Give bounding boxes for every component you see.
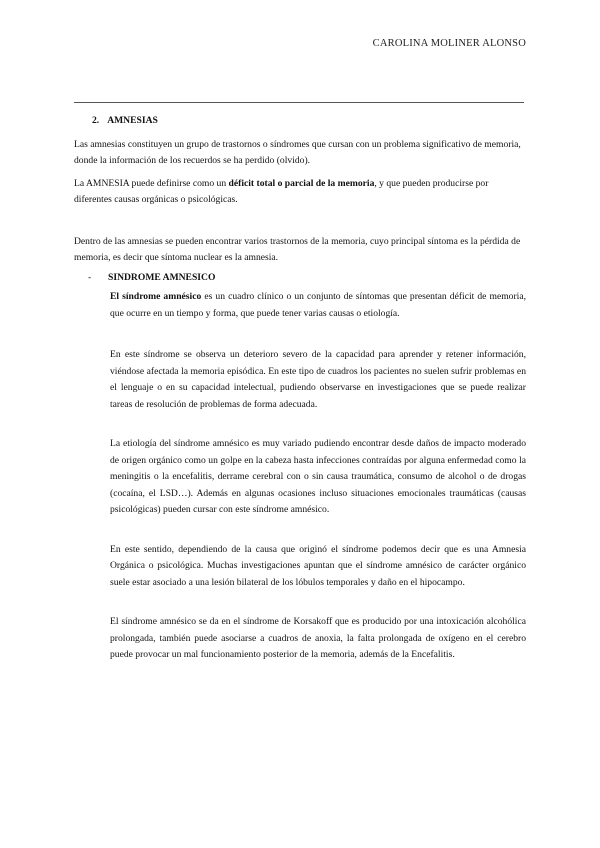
subsection-paragraph-1	[110, 289, 526, 322]
subsection-paragraph-4: En este sentido, dependiendo de la causa que originó el síndrome podemos decir que es una Amnesia Orgánica o psicológica. Muchas investigaciones apuntan que el síndrome amnésico de carácter orgánico suele estar asociado a una lesión bilateral de los lóbulos temporales y daño en el hipocampo.	[110, 543, 526, 588]
intro-p2-pre: La AMNESIA puede definirse como un	[74, 177, 229, 189]
subsection-p1-bold: El síndrome amnésico	[110, 291, 202, 302]
intro-paragraph-1: Las amnesias constituyen un grupo de trastornos o síndromes que cursan con un problema significativo de memoria, donde la información de los recuerdos se ha perdido (olvido).	[74, 138, 521, 166]
intro-paragraph-3: Dentro de las amnesias se pueden encontrar varios trastornos de la memoria, cuyo principal síntoma es la pérdida de memoria, es decir que síntoma nuclear es la amnesia.	[74, 235, 521, 263]
intro-p2-post: , y que pueden producirse por diferentes causas orgánicas o psicológicas.	[74, 177, 489, 205]
subsection-p1-rest: es un cuadro clínico o un conjunto de síntomas que presentan déficit de memoria, que ocurre en un tiempo y forma, que puede tener varias causas o etiología.	[110, 291, 526, 319]
intro-p2-bold: déficit total o parcial de la memoria	[228, 177, 375, 189]
header-author: CAROLINA MOLINER ALONSO	[372, 38, 526, 49]
subsection-paragraph-2: En este síndrome se observa un deterioro severo de la capacidad para aprender y retener información, viéndose afectada la memoria episódica. En este tipo de cuadros los pacientes no suelen sufrir problemas en el lenguaje o en su capacidad intelectual, pudiendo observarse en investigaciones que se puede realizar tareas de resolución de problemas de forma adecuada.	[110, 349, 526, 410]
subsection-title: SINDROME AMNESICO	[108, 271, 216, 283]
subsection-paragraph-5: El síndrome amnésico se da en el síndrome de Korsakoff que es producido por una intoxicación alcohólica prolongada, también puede asociarse a cuadros de anoxia, la falta prolongada de oxígeno en el cerebro puede provocar un mal funcionamiento posterior de la memoria, además de la Encefalitis.	[110, 616, 526, 660]
header-divider	[74, 102, 524, 103]
section-heading	[92, 113, 526, 130]
subsection-heading	[88, 270, 526, 287]
intro-paragraph-2	[74, 176, 526, 209]
section-number: 2.	[92, 115, 100, 126]
document-body	[74, 113, 526, 664]
subsection-paragraph-3: La etiología del síndrome amnésico es muy variado pudiendo encontrar desde daños de impacto moderado de origen orgánico como un golpe en la cabeza hasta infecciones contraídas por alguna enfermedad como la meningitis o la encefalitis, derrame cerebral con o sin causa traumática, consumo de alcohol o de drogas (cocaína, el LSD…). Además en algunas ocasiones incluso situaciones emocionales traumáticas (causas psicológicas) pueden cursar con este síndrome amnésico.	[110, 438, 526, 515]
section-title: AMNESIAS	[107, 115, 158, 126]
bullet-dash: -	[88, 271, 92, 283]
